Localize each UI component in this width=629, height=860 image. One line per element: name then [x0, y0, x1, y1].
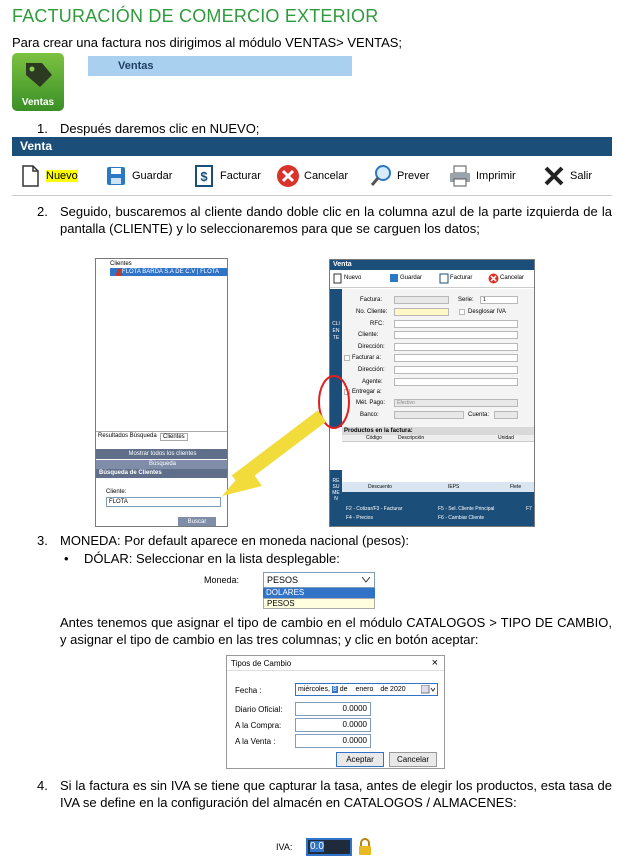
moneda-label: Moneda:: [204, 575, 240, 585]
facturar-label: Facturar: [220, 170, 261, 182]
agente-label: Agente:: [362, 379, 383, 385]
guardar-label: Guardar: [132, 170, 173, 182]
cuenta-label: Cuenta:: [468, 412, 490, 418]
diario-label: Diario Oficial:: [235, 705, 283, 714]
moneda-option-dolares[interactable]: DOLARES: [263, 588, 375, 598]
venta-label: A la Venta :: [235, 737, 276, 746]
ieps-label: IEPS: [448, 484, 460, 490]
ventas-icon-label: Ventas: [21, 97, 55, 108]
productos-header: Productos en la factura:: [342, 427, 535, 435]
nuevo-label: Nuevo: [46, 170, 78, 182]
compra-label: A la Compra:: [235, 721, 282, 730]
cliente-search-input[interactable]: FLOTA: [106, 497, 221, 507]
imprimir-label: Imprimir: [476, 170, 516, 182]
shortcut-f2: F2 - Cotizar/F3 - Facturar: [346, 506, 403, 512]
calendar-dropdown-icon: [421, 685, 435, 694]
cancelar-label: Cancelar: [304, 170, 349, 182]
col-descripcion: Descripción: [398, 435, 425, 441]
fecha-label: Fecha :: [235, 686, 262, 695]
fecha-dow: miércoles,: [298, 686, 330, 693]
cliente-label: Cliente:: [106, 489, 127, 495]
fecha-month: enero: [355, 686, 374, 693]
direccion2-label: Dirección:: [358, 367, 385, 373]
step1-number: 1.: [37, 121, 48, 136]
col-unidad: Unidad: [498, 435, 514, 441]
rs-nuevo-button[interactable]: Nuevo: [344, 275, 362, 281]
descuento-label: Descuento: [368, 484, 392, 490]
show-all-clients-button[interactable]: Mostrar todos los clientes: [96, 449, 228, 459]
direccion-label: Dirección:: [358, 344, 385, 350]
aceptar-button[interactable]: Aceptar: [336, 752, 384, 767]
intro-text: Para crear una factura nos dirigimos al módulo VENTAS> VENTAS;: [12, 35, 403, 50]
iva-value: 0.0: [310, 841, 324, 852]
salir-label: Salir: [570, 170, 593, 182]
step3-text: MONEDA: Por default aparece en moneda nacional (pesos):: [60, 533, 410, 548]
tab-clientes[interactable]: Clientes: [160, 433, 188, 441]
rs-facturar-button[interactable]: Facturar: [450, 275, 473, 281]
moneda-selected: PESOS: [267, 575, 299, 585]
rs-guardar-button[interactable]: Guardar: [400, 275, 423, 281]
shortcut-f4: F4 - Precios: [346, 515, 373, 521]
step2-text: Seguido, buscaremos al cliente dando doble clic en la columna azul de la parte izquierda de la pantalla (CLIENTE) y lo seleccionaremos para que se carguen los datos;: [60, 204, 612, 236]
entregar-a-label: Entregar a:: [352, 389, 382, 395]
venta-field[interactable]: 0.0000: [295, 734, 371, 748]
fecha-de1: de: [339, 686, 348, 693]
diario-field[interactable]: 0.0000: [295, 702, 371, 716]
shortcut-f7: F7: [526, 506, 532, 512]
serie-label: Serie:: [458, 297, 474, 303]
met-pago-label: Mét. Pago:: [356, 400, 386, 406]
dialog-close-button[interactable]: ×: [431, 657, 438, 669]
fecha-picker[interactable]: [295, 683, 438, 696]
moneda-select[interactable]: [263, 572, 375, 588]
iva-input[interactable]: [306, 838, 352, 856]
tipo-cambio-paragraph: Antes tenemos que asignar el tipo de cambio en el módulo CATALOGOS > TIPO DE CAMBIO, y asignar el tipo de cambio en las tres columnas; y clic en botón aceptar:: [60, 615, 612, 647]
shortcut-f6: F6 - Cambiar Cliente: [438, 515, 485, 521]
shortcut-f5: F5 - Sel. Cliente Principal: [438, 506, 495, 512]
no-cliente-label: No. Cliente:: [356, 309, 388, 315]
step3-number: 3.: [37, 533, 48, 548]
venta-header-bar: Venta: [12, 137, 612, 156]
serie-select[interactable]: 1: [480, 296, 518, 304]
tree-root: Clientes: [110, 261, 132, 267]
busqueda-header: Búsqueda: [96, 460, 228, 469]
flete-label: Flete: [510, 484, 522, 490]
facturar-a-label: Facturar a:: [352, 355, 382, 361]
moneda-option-pesos[interactable]: PESOS: [263, 598, 375, 609]
rfc-label: RFC:: [370, 321, 384, 327]
compra-field[interactable]: 0.0000: [295, 718, 371, 732]
lock-icon: [358, 838, 372, 856]
busqueda-clientes-header: Búsqueda de Clientes: [96, 469, 228, 478]
fecha-day: 8: [332, 686, 337, 693]
step1-text: Después daremos clic en NUEVO;: [60, 121, 260, 136]
step4-text: Si la factura es sin IVA se tiene que capturar la tasa, antes de elegir los productos, esta tasa de IVA se define en la configuración del almacén en CATALOGOS / ALMACENES:: [60, 778, 612, 810]
chevron-down-icon: [362, 577, 370, 583]
bullet-dot: •: [64, 551, 69, 566]
dialog-cancelar-button[interactable]: Cancelar: [389, 752, 437, 767]
dialog-title: Tipos de Cambio: [227, 656, 444, 671]
bullet-text: DÓLAR: Seleccionar en la lista desplegable:: [84, 551, 340, 566]
tab-resultados[interactable]: Resultados Búsqueda: [98, 433, 157, 439]
ventas-menu-item[interactable]: Ventas: [88, 56, 352, 76]
col-codigo: Código: [366, 435, 382, 441]
buscar-button[interactable]: Buscar: [178, 517, 216, 527]
resumen-side-letters: RESUMEN: [332, 478, 340, 502]
prever-label: Prever: [397, 170, 430, 182]
cliente-side-letters: CLIENTE: [332, 321, 340, 341]
svg-text:$: $: [200, 169, 208, 184]
tipos-cambio-dialog: [226, 655, 445, 769]
desglosar-iva-label: Desglosar IVA: [468, 309, 506, 315]
met-pago-select[interactable]: Efectivo: [394, 399, 518, 407]
iva-label: IVA:: [276, 842, 293, 852]
step4-number: 4.: [37, 778, 48, 793]
step2-number: 2.: [37, 204, 48, 219]
banco-label: Banco:: [360, 412, 379, 418]
venta-form-header: Venta: [330, 260, 535, 270]
rs-cancelar-button[interactable]: Cancelar: [500, 275, 525, 281]
fecha-year: de 2020: [380, 686, 406, 693]
page-title: FACTURACIÓN DE COMERCIO EXTERIOR: [12, 6, 379, 26]
cliente-form-label: Cliente:: [358, 332, 379, 338]
factura-label: Factura:: [360, 297, 383, 303]
tree-client-item[interactable]: FLOTA BARDA S.A DE C.V | FLOTA: [110, 268, 228, 276]
